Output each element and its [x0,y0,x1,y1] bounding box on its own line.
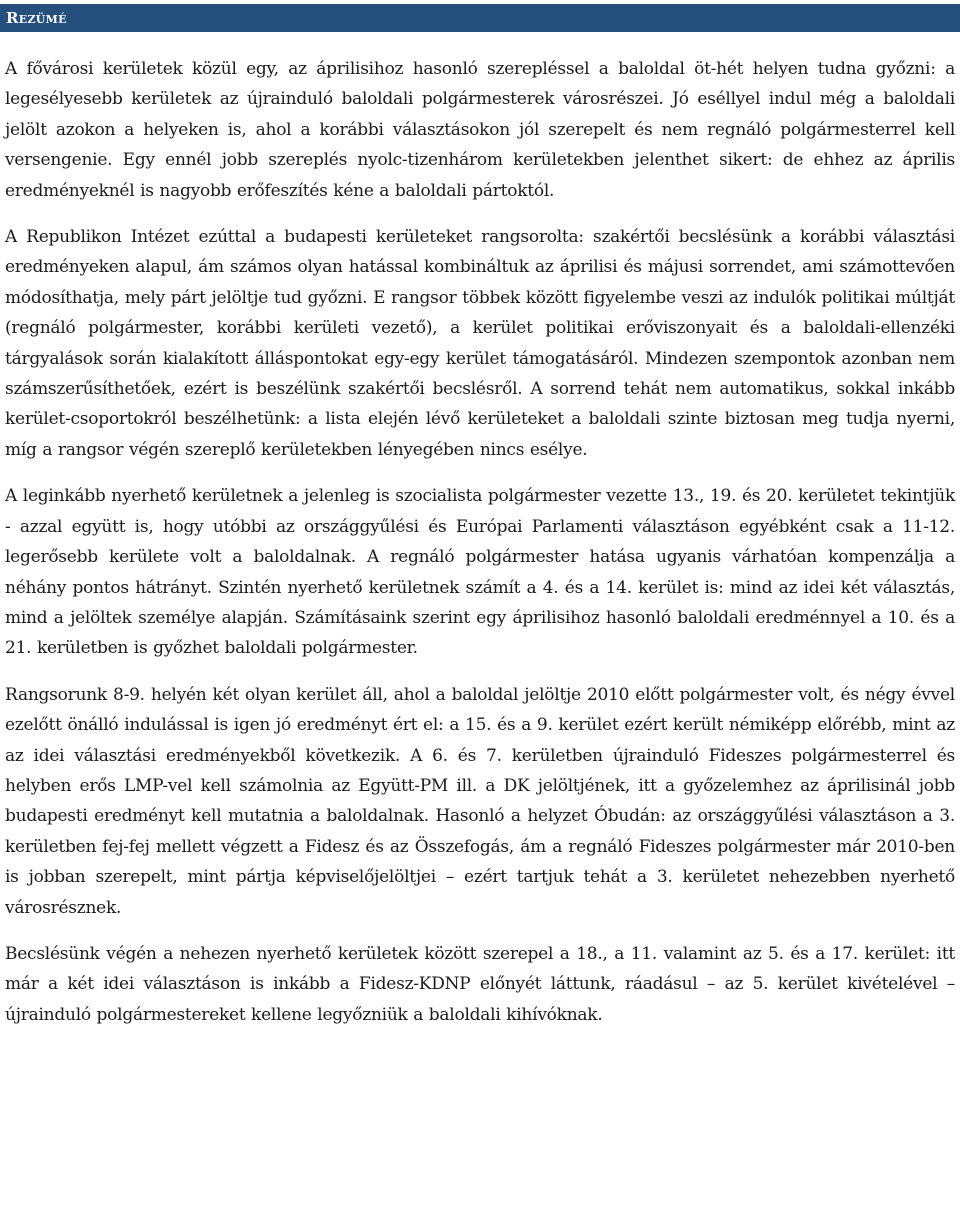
paragraph-2: A Republikon Intézet ezúttal a budapesti kerületeket rangsorolta: szakértői becslésünk a korábbi választási eredményeken alapul, ám számos olyan hatással kombináltuk az áprilisi és májusi sorrendet, ami számottevően módosíthatja, mely párt jelöltje tud győzni. E rangsor többek között figyelembe veszi az indulók politikai múltját (regnáló polgármester, korábbi kerületi vezető), a kerület politikai erőviszonyait és a baloldali-ellenzéki tárgyalások során kialakított álláspontokat egy-egy kerület támogatásáról. Mindezen szempontok azonban nem számszerűsíthetőek, ezért is beszélünk szakértői becslésről. A sorrend tehát nem automatikus, sokkal inkább kerület-csoportokról beszélhetünk: a lista elején lévő kerületeket a baloldali szinte biztosan meg tudja nyerni, míg a rangsor végén szereplő kerületekben lényegében nincs esélye. [5,227,955,460]
section-header-bar [0,4,960,32]
summary-body [5,54,955,1046]
paragraph-3: A leginkább nyerhető kerületnek a jelenleg is szocialista polgármester vezette 13., 19. és 20. kerületet tekintjük - azzal együtt is, hogy utóbbi az országgyűlési és Európai Parlamenti választáson egyébként csak a 11-12. legerősebb kerülete volt a baloldalnak. A regnáló polgármester hatása ugyanis várhatóan kompenzálja a néhány pontos hátrányt. Szintén nyerhető kerületnek számít a 4. és a 14. kerület is: mind az idei két választás, mind a jelöltek személye alapján. Számításaink szerint egy áprilisihoz hasonló baloldali eredménnyel a 10. és a 21. kerületben is győzhet baloldali polgármester. [5,486,955,659]
paragraph-1: A fővárosi kerületek közül egy, az áprilisihoz hasonló szerepléssel a baloldal öt-hét helyen tudna győzni: a legesélyesebb kerületek az újrainduló baloldali polgármesterek városrészei. Jó eséllyel indul még a baloldali jelölt azokon a helyeken is, ahol a korábbi választásokon jól szerepelt és nem regnáló polgármesterrel kell versengenie. Egy ennél jobb szereplés nyolc-tizenhárom kerületekben jelenthet sikert: de ehhez az április eredményeknél is nagyobb erőfeszítés kéne a baloldali pártoktól. [5,59,955,201]
paragraph-5: Becslésünk végén a nehezen nyerhető kerületek között szerepel a 18., a 11. valamint az 5. és a 17. kerület: itt már a két idei választáson is inkább a Fidesz-KDNP előnyét láttunk, ráadásul – az 5. kerület kivételével – újrainduló polgármestereket kellene legyőzniük a baloldali kihívóknak. [5,943,955,1025]
section-title: Rezümé [6,9,67,27]
paragraph-4: Rangsorunk 8-9. helyén két olyan kerület áll, ahol a baloldal jelöltje 2010 előtt polgármester volt, és négy évvel ezelőtt önálló indulással is igen jó eredményt ért el: a 15. és a 9. kerület ezért került némiképp előrébb, mint az az idei választási eredményekből következik. A 6. és 7. kerületben újrainduló Fideszes polgármesterrel és helyben erős LMP-vel kell számolnia az Együtt-PM ill. a DK jelöltjének, itt a győzelemhez az áprilisinál jobb budapesti eredményt kell mutatnia a baloldalnak. Hasonló a helyzet Óbudán: az országgyűlési választáson a 3. kerületben fej-fej mellett végzett a Fidesz és az Összefogás, ám a regnáló Fideszes polgármester már 2010-ben is jobban szerepelt, mint pártja képviselőjelöltjei – ezért tartjuk tehát a 3. kerületet nehezebben nyerhető városrésznek. [5,684,955,918]
